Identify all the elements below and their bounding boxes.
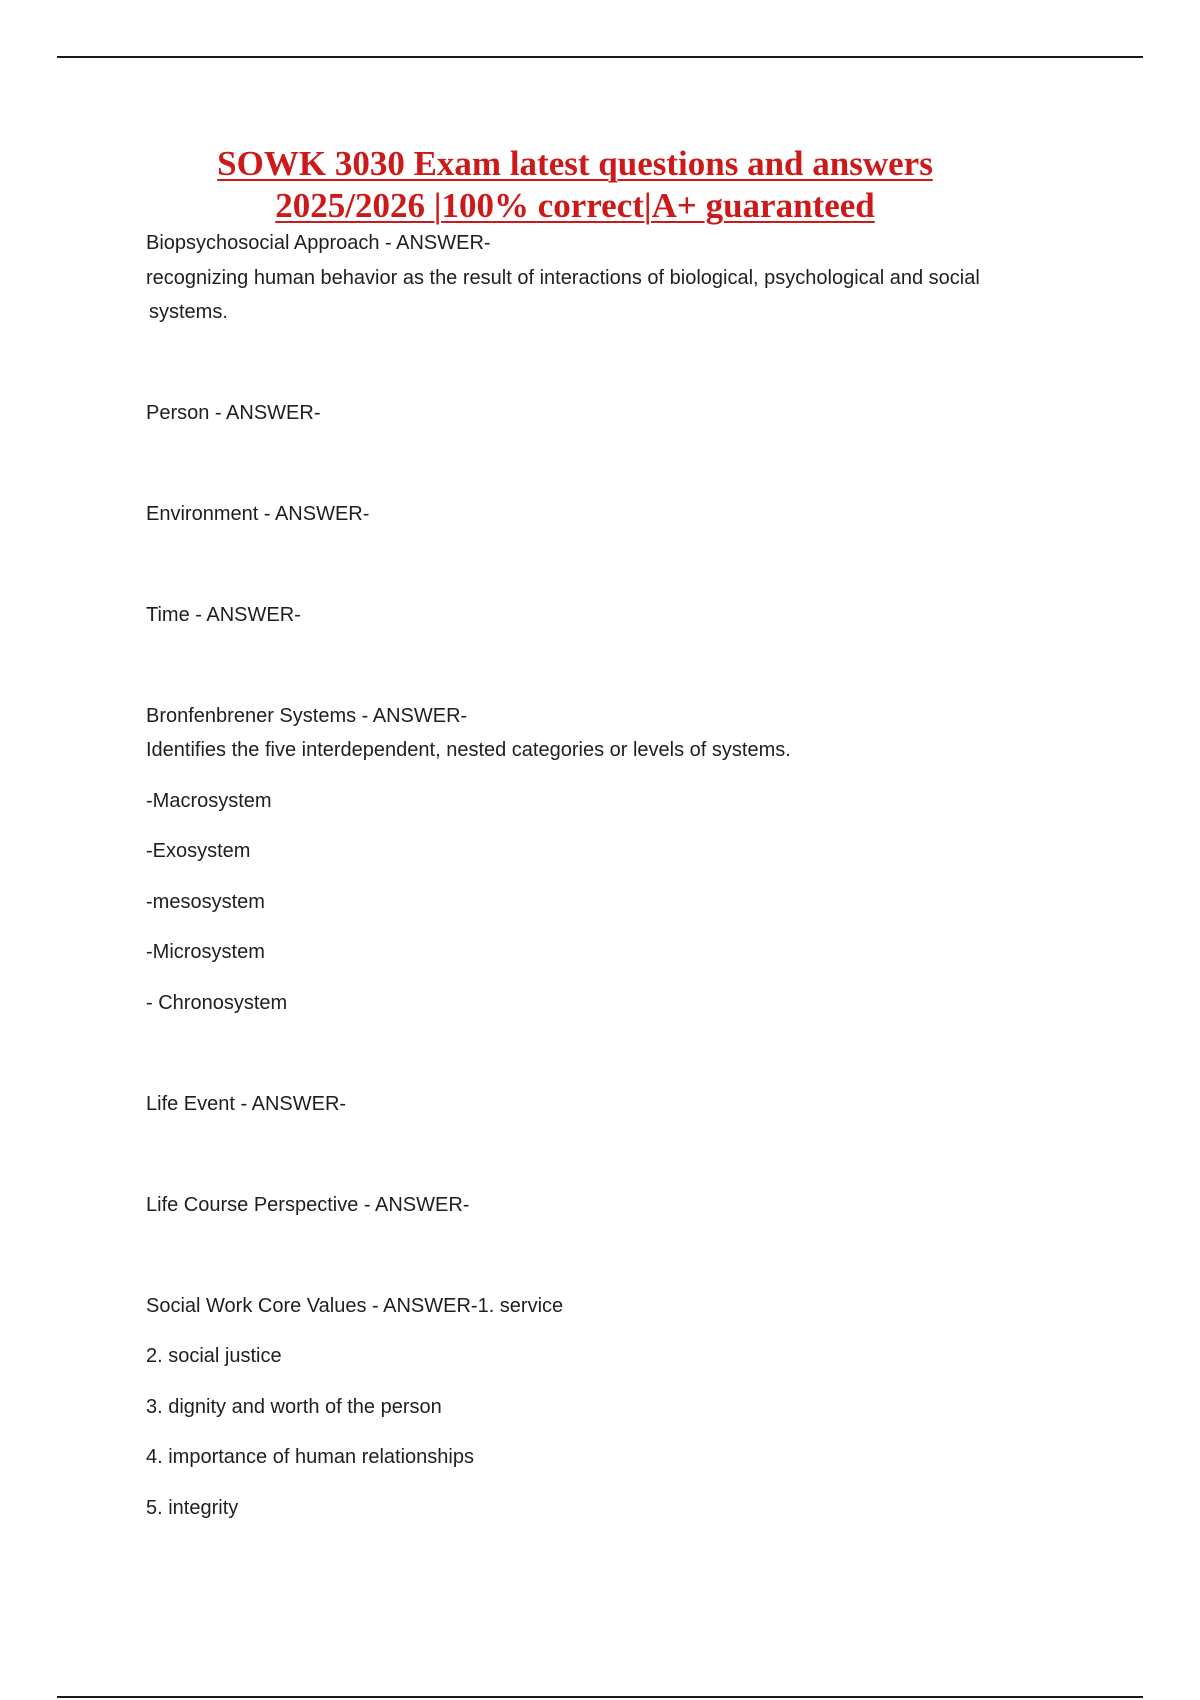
- answer-bronfenbrenner: Identifies the five interdependent, nested categories or levels of systems.: [146, 739, 791, 761]
- list-item: -Microsystem: [146, 941, 265, 963]
- list-item: -Exosystem: [146, 840, 251, 862]
- list-item: 4. importance of human relationships: [146, 1446, 474, 1468]
- term-person: Person - ANSWER-: [146, 402, 321, 424]
- bottom-rule: [57, 1696, 1143, 1698]
- term-life-event: Life Event - ANSWER-: [146, 1093, 347, 1115]
- list-item: - Chronosystem: [146, 992, 288, 1014]
- answer-biopsychosocial-line-2: systems.: [149, 301, 228, 323]
- term-environment: Environment - ANSWER-: [146, 503, 370, 525]
- term-bronfenbrenner: Bronfenbrener Systems - ANSWER-: [146, 705, 468, 727]
- term-life-course: Life Course Perspective - ANSWER-: [146, 1194, 470, 1216]
- list-item: 5. integrity: [146, 1497, 239, 1519]
- list-item: -mesosystem: [146, 891, 265, 913]
- title-line-1: SOWK 3030 Exam latest questions and answers: [217, 144, 933, 183]
- answer-biopsychosocial-line-1: recognizing human behavior as the result of interactions of biological, psychological and social: [146, 267, 980, 289]
- list-item: -Macrosystem: [146, 790, 272, 812]
- term-time: Time - ANSWER-: [146, 604, 301, 626]
- term-biopsychosocial: Biopsychosocial Approach - ANSWER-: [146, 232, 491, 254]
- title-line-2: 2025/2026 |100% correct|A+ guaranteed: [275, 186, 875, 225]
- list-item: 2. social justice: [146, 1345, 282, 1367]
- term-core-values: Social Work Core Values - ANSWER-1. service: [146, 1295, 564, 1317]
- list-item: 3. dignity and worth of the person: [146, 1396, 442, 1418]
